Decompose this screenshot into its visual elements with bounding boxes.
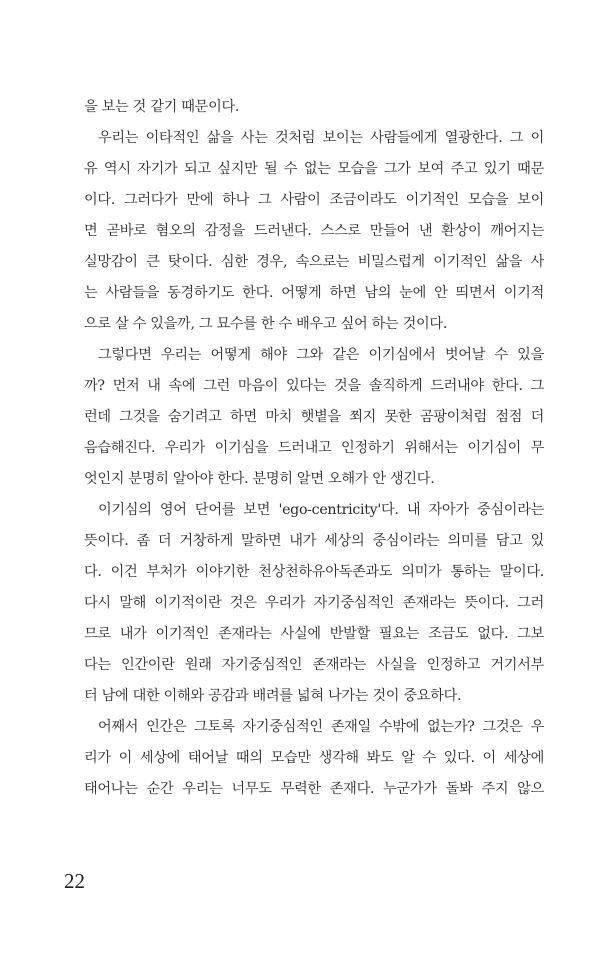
text-line: 음습해진다. 우리가 이기심을 드러내고 인정하기 위해서는 이기심이 무	[84, 440, 544, 456]
text-line: 우리는 이타적인 삶을 사는 것처럼 보이는 사람들에게 열광한다. 그 이	[98, 130, 544, 146]
text-line: 다. 이건 부처가 이야기한 천상천하유아독존과도 의미가 통하는 말이다.	[84, 564, 544, 580]
text-line: 을 보는 것 같기 때문이다.	[84, 99, 240, 115]
text-line: 터 남에 대한 이해와 공감과 배려를 넓혀 나가는 것이 중요하다.	[84, 688, 462, 704]
page-number: 22	[64, 869, 85, 893]
body-text	[84, 96, 544, 809]
text-line: 런데 그것을 숨기려고 하면 마치 햇볕을 쬐지 못한 곰팡이처럼 점점 더	[84, 409, 544, 425]
text-line: 까? 먼저 내 속에 그런 마음이 있다는 것을 솔직하게 드러내야 한다. 그	[84, 378, 544, 394]
text-line: 엇인지 분명히 알아야 한다. 분명히 알면 오해가 안 생긴다.	[84, 471, 435, 487]
text-line: 어째서 인간은 그토록 자기중심적인 존재일 수밖에 없는가? 그것은 우	[98, 719, 544, 735]
text-line: 태어나는 순간 우리는 너무도 무력한 존재다. 누군가가 돌봐 주지 않으	[84, 781, 544, 797]
text-line: 실망감이 큰 탓이다. 심한 경우, 속으로는 비밀스럽게 이기적인 삶을 사	[84, 254, 544, 270]
text-line: 다는 인간이란 원래 자기중심적인 존재라는 사실을 인정하고 거기서부	[84, 657, 544, 673]
text-line: 그렇다면 우리는 어떻게 해야 그와 같은 이기심에서 벗어날 수 있을	[98, 347, 544, 363]
text-line: 이다. 그러다가 만에 하나 그 사람이 조금이라도 이기적인 모습을 보이	[84, 192, 544, 208]
text-line: 다시 말해 이기적이란 것은 우리가 자기중심적인 존재라는 뜻이다. 그러	[84, 595, 544, 611]
text-line: 면 곧바로 혐오의 감정을 드러낸다. 스스로 만들어 낸 환상이 깨어지는	[84, 223, 544, 239]
text-line: 는 사람들을 동경하기도 한다. 어떻게 하면 남의 눈에 안 띄면서 이기적	[84, 285, 544, 301]
text-line: 뜻이다. 좀 더 거창하게 말하면 내가 세상의 중심이라는 의미를 담고 있	[84, 533, 544, 549]
text-line: 리가 이 세상에 태어날 때의 모습만 생각해 봐도 알 수 있다. 이 세상에	[84, 750, 544, 766]
text-line: 유 역시 자기가 되고 싶지만 될 수 없는 모습을 그가 보여 주고 있기 때문	[84, 161, 544, 177]
text-line: 으로 살 수 있을까, 그 묘수를 한 수 배우고 싶어 하는 것이다.	[84, 316, 448, 332]
text-line: 므로 내가 이기적인 존재라는 사실에 반발할 필요는 조금도 없다. 그보	[84, 626, 544, 642]
text-line: 이기심의 영어 단어를 보면 'ego-centricity'다. 내 자아가 중심이라는	[98, 502, 544, 518]
